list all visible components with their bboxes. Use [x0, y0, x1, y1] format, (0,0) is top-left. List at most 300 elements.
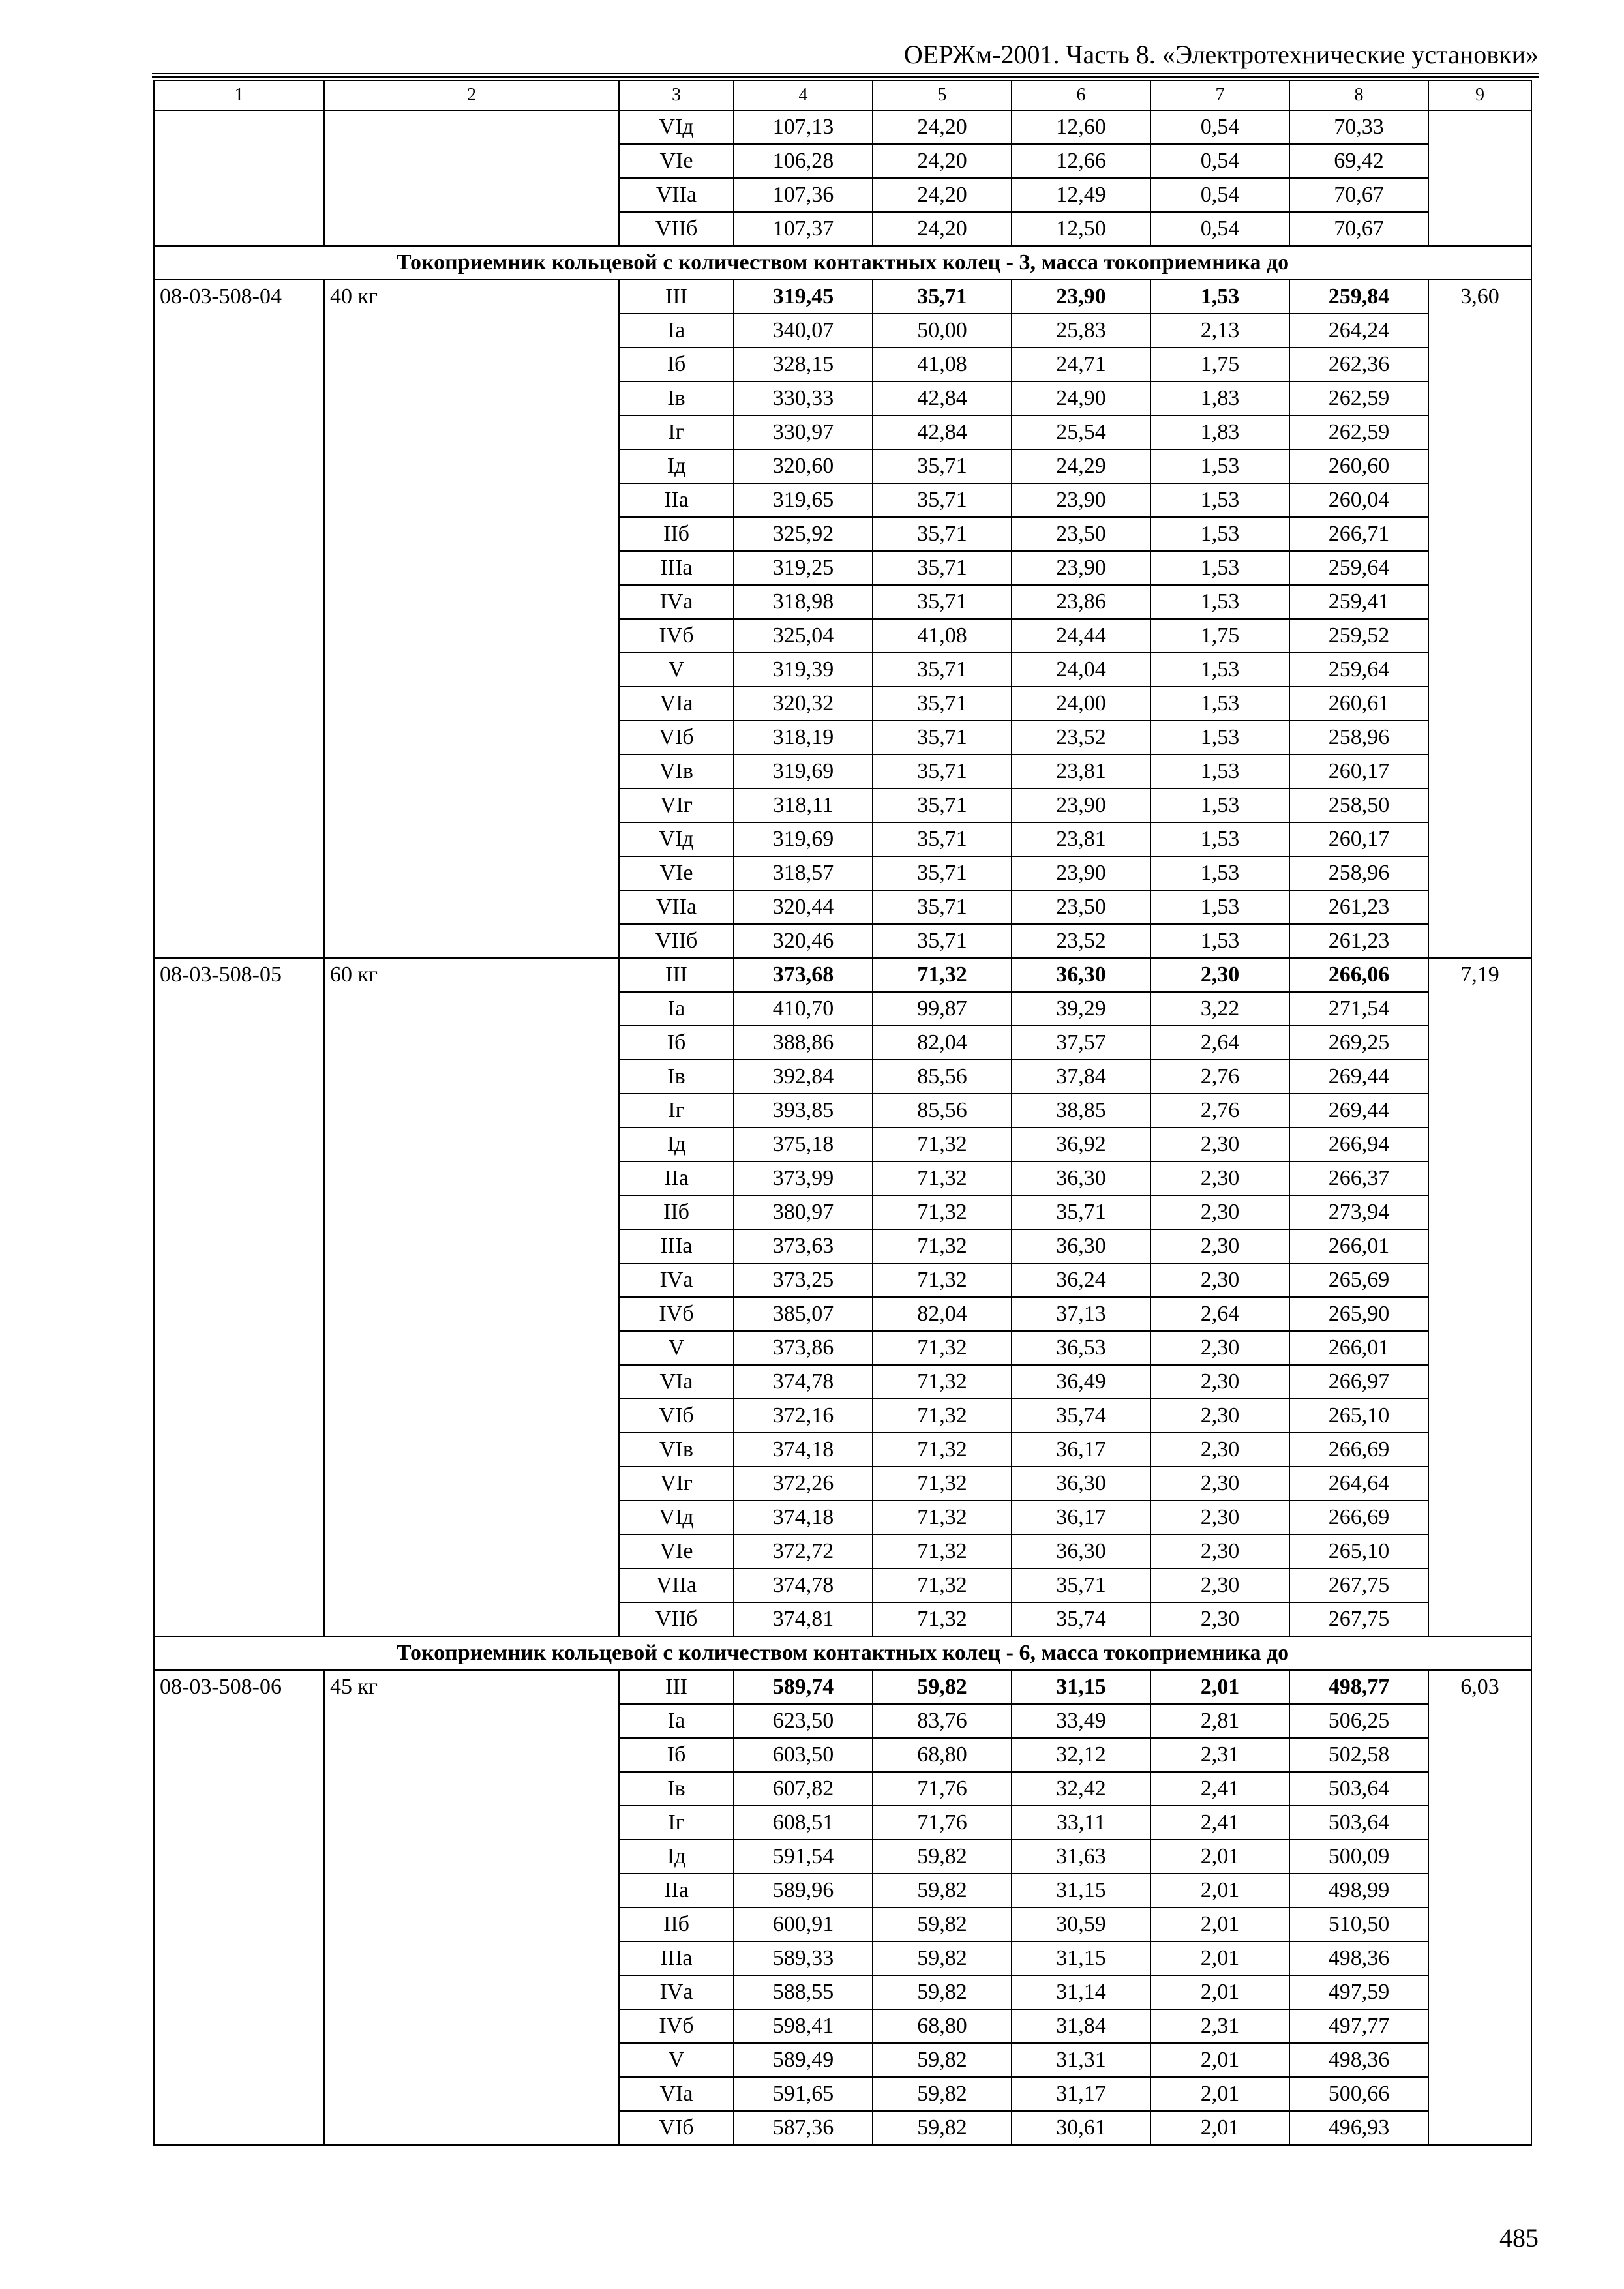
- materials-cost-cell: 261,23: [1289, 890, 1428, 924]
- column-number: 7: [1150, 80, 1289, 110]
- machinist-wages-cell: 2,01: [1150, 1840, 1289, 1874]
- materials-cost-cell: 269,25: [1289, 1026, 1428, 1060]
- machinist-wages-cell: 1,53: [1150, 890, 1289, 924]
- wages-cell: 82,04: [873, 1297, 1012, 1331]
- wages-cell: 71,32: [873, 1568, 1012, 1602]
- index-cell: IIа: [619, 1874, 734, 1908]
- wages-cell: 71,32: [873, 1365, 1012, 1399]
- column-number: 8: [1289, 80, 1428, 110]
- index-cell: VIа: [619, 1365, 734, 1399]
- index-cell: VIIа: [619, 890, 734, 924]
- index-cell: Iг: [619, 1094, 734, 1128]
- index-cell: Iб: [619, 1026, 734, 1060]
- column-number: 6: [1012, 80, 1150, 110]
- wages-cell: 41,08: [873, 619, 1012, 653]
- wages-cell: 59,82: [873, 2043, 1012, 2077]
- index-cell: VIд: [619, 110, 734, 144]
- materials-cost-cell: 506,25: [1289, 1704, 1428, 1738]
- machine-cost-cell: 25,83: [1012, 314, 1150, 348]
- index-cell: VIв: [619, 755, 734, 788]
- index-cell: IIIа: [619, 551, 734, 585]
- section-row: [154, 246, 1531, 280]
- machine-cost-cell: 23,90: [1012, 551, 1150, 585]
- total-cost-cell: 372,26: [734, 1467, 873, 1501]
- wages-cell: 71,32: [873, 1331, 1012, 1365]
- machine-cost-cell: 24,29: [1012, 449, 1150, 483]
- materials-cost-cell: 265,10: [1289, 1534, 1428, 1568]
- total-cost-cell: 330,97: [734, 415, 873, 449]
- machinist-wages-cell: 2,30: [1150, 1331, 1289, 1365]
- machine-cost-cell: 32,42: [1012, 1772, 1150, 1806]
- machinist-wages-cell: 1,53: [1150, 755, 1289, 788]
- materials-cost-cell: 259,84: [1289, 280, 1428, 314]
- machine-cost-cell: 24,04: [1012, 653, 1150, 687]
- index-cell: VIб: [619, 1399, 734, 1433]
- index-cell: VIа: [619, 687, 734, 721]
- materials-cost-cell: 503,64: [1289, 1772, 1428, 1806]
- machinist-wages-cell: 2,30: [1150, 1399, 1289, 1433]
- machine-cost-cell: 36,49: [1012, 1365, 1150, 1399]
- materials-cost-cell: 259,52: [1289, 619, 1428, 653]
- wages-cell: 24,20: [873, 144, 1012, 178]
- machinist-wages-cell: 2,01: [1150, 1670, 1289, 1704]
- wages-cell: 50,00: [873, 314, 1012, 348]
- index-cell: IIб: [619, 1195, 734, 1229]
- wages-cell: 35,71: [873, 755, 1012, 788]
- column-number: 9: [1428, 80, 1531, 110]
- wages-cell: 59,82: [873, 1908, 1012, 1941]
- machinist-wages-cell: 2,13: [1150, 314, 1289, 348]
- machinist-wages-cell: 2,30: [1150, 1602, 1289, 1636]
- index-cell: IVа: [619, 585, 734, 619]
- index-cell: III: [619, 958, 734, 992]
- machinist-wages-cell: 3,22: [1150, 992, 1289, 1026]
- page-number: 485: [1499, 2223, 1539, 2252]
- table-row: [154, 958, 1531, 992]
- machinist-wages-cell: 1,83: [1150, 415, 1289, 449]
- machinist-wages-cell: 2,30: [1150, 1433, 1289, 1467]
- materials-cost-cell: 69,42: [1289, 144, 1428, 178]
- machinist-wages-cell: 2,30: [1150, 1467, 1289, 1501]
- index-cell: VIв: [619, 1433, 734, 1467]
- machinist-wages-cell: 1,53: [1150, 856, 1289, 890]
- machinist-wages-cell: 1,53: [1150, 551, 1289, 585]
- wages-cell: 71,32: [873, 1501, 1012, 1534]
- materials-cost-cell: 497,59: [1289, 1975, 1428, 2009]
- materials-cost-cell: 266,01: [1289, 1229, 1428, 1263]
- total-cost-cell: 320,32: [734, 687, 873, 721]
- wages-cell: 71,32: [873, 1263, 1012, 1297]
- machinist-wages-cell: 2,01: [1150, 1908, 1289, 1941]
- total-cost-cell: 589,96: [734, 1874, 873, 1908]
- machinist-wages-cell: 1,53: [1150, 483, 1289, 517]
- wages-cell: 83,76: [873, 1704, 1012, 1738]
- header-rule: [152, 73, 1539, 78]
- column-number: 5: [873, 80, 1012, 110]
- wages-cell: 35,71: [873, 856, 1012, 890]
- index-cell: IVб: [619, 619, 734, 653]
- total-cost-cell: 392,84: [734, 1060, 873, 1094]
- wages-cell: 35,71: [873, 822, 1012, 856]
- index-cell: VIIб: [619, 1602, 734, 1636]
- item-name-cell: 60 кг: [324, 958, 619, 1636]
- index-cell: Iа: [619, 314, 734, 348]
- machinist-wages-cell: 1,53: [1150, 721, 1289, 755]
- machine-cost-cell: 23,50: [1012, 517, 1150, 551]
- materials-cost-cell: 70,67: [1289, 178, 1428, 212]
- index-cell: IVа: [619, 1263, 734, 1297]
- index-cell: VIIб: [619, 212, 734, 246]
- section-title: Токоприемник кольцевой с количеством контактных колец - 3, масса токоприемника до: [154, 246, 1531, 280]
- item-code-cell: 08-03-508-04: [154, 280, 324, 958]
- machine-cost-cell: 36,24: [1012, 1263, 1150, 1297]
- machine-cost-cell: 36,53: [1012, 1331, 1150, 1365]
- index-cell: III: [619, 280, 734, 314]
- index-cell: VIд: [619, 822, 734, 856]
- machinist-wages-cell: 1,75: [1150, 348, 1289, 382]
- materials-cost-cell: 500,66: [1289, 2077, 1428, 2111]
- machine-cost-cell: 31,63: [1012, 1840, 1150, 1874]
- total-cost-cell: 589,49: [734, 2043, 873, 2077]
- total-cost-cell: 374,18: [734, 1501, 873, 1534]
- materials-cost-cell: 70,67: [1289, 212, 1428, 246]
- table-row: [154, 110, 1531, 144]
- materials-cost-cell: 266,06: [1289, 958, 1428, 992]
- total-cost-cell: 587,36: [734, 2111, 873, 2145]
- total-cost-cell: 589,33: [734, 1941, 873, 1975]
- materials-cost-cell: 265,69: [1289, 1263, 1428, 1297]
- materials-cost-cell: 497,77: [1289, 2009, 1428, 2043]
- machinist-wages-cell: 2,01: [1150, 1975, 1289, 2009]
- machinist-wages-cell: 1,53: [1150, 687, 1289, 721]
- labor-cost-cell: 7,19: [1428, 958, 1531, 1636]
- total-cost-cell: 410,70: [734, 992, 873, 1026]
- wages-cell: 59,82: [873, 1670, 1012, 1704]
- total-cost-cell: 320,46: [734, 924, 873, 958]
- index-cell: Iд: [619, 1128, 734, 1161]
- materials-cost-cell: 260,17: [1289, 755, 1428, 788]
- total-cost-cell: 598,41: [734, 2009, 873, 2043]
- index-cell: IIIа: [619, 1941, 734, 1975]
- index-cell: Iв: [619, 1772, 734, 1806]
- table-row: [154, 1670, 1531, 1704]
- machine-cost-cell: 36,30: [1012, 1534, 1150, 1568]
- section-title: Токоприемник кольцевой с количеством контактных колец - 6, масса токоприемника до: [154, 1636, 1531, 1670]
- materials-cost-cell: 266,37: [1289, 1161, 1428, 1195]
- machinist-wages-cell: 0,54: [1150, 178, 1289, 212]
- index-cell: Iа: [619, 1704, 734, 1738]
- column-number: 1: [154, 80, 324, 110]
- machinist-wages-cell: 0,54: [1150, 110, 1289, 144]
- materials-cost-cell: 258,96: [1289, 721, 1428, 755]
- item-name-cell: 40 кг: [324, 280, 619, 958]
- index-cell: VIе: [619, 856, 734, 890]
- machine-cost-cell: 36,17: [1012, 1433, 1150, 1467]
- materials-cost-cell: 265,90: [1289, 1297, 1428, 1331]
- machine-cost-cell: 36,30: [1012, 1161, 1150, 1195]
- materials-cost-cell: 267,75: [1289, 1568, 1428, 1602]
- materials-cost-cell: 259,64: [1289, 551, 1428, 585]
- column-number: 4: [734, 80, 873, 110]
- column-number: 3: [619, 80, 734, 110]
- machine-cost-cell: 23,81: [1012, 755, 1150, 788]
- index-cell: IIIа: [619, 1229, 734, 1263]
- total-cost-cell: 374,81: [734, 1602, 873, 1636]
- index-cell: VIг: [619, 788, 734, 822]
- machinist-wages-cell: 2,76: [1150, 1060, 1289, 1094]
- machine-cost-cell: 37,57: [1012, 1026, 1150, 1060]
- machinist-wages-cell: 2,41: [1150, 1806, 1289, 1840]
- machinist-wages-cell: 2,31: [1150, 2009, 1289, 2043]
- wages-cell: 35,71: [873, 687, 1012, 721]
- total-cost-cell: 589,74: [734, 1670, 873, 1704]
- price-table: [153, 80, 1532, 2146]
- materials-cost-cell: 496,93: [1289, 2111, 1428, 2145]
- index-cell: Iв: [619, 1060, 734, 1094]
- materials-cost-cell: 269,44: [1289, 1060, 1428, 1094]
- materials-cost-cell: 260,04: [1289, 483, 1428, 517]
- item-code-cell: [154, 110, 324, 246]
- total-cost-cell: 388,86: [734, 1026, 873, 1060]
- machine-cost-cell: 23,86: [1012, 585, 1150, 619]
- wages-cell: 71,32: [873, 1467, 1012, 1501]
- machinist-wages-cell: 2,30: [1150, 1195, 1289, 1229]
- materials-cost-cell: 260,61: [1289, 687, 1428, 721]
- index-cell: IIб: [619, 1908, 734, 1941]
- materials-cost-cell: 259,64: [1289, 653, 1428, 687]
- index-cell: VIб: [619, 721, 734, 755]
- machine-cost-cell: 12,60: [1012, 110, 1150, 144]
- machine-cost-cell: 37,13: [1012, 1297, 1150, 1331]
- machinist-wages-cell: 1,53: [1150, 280, 1289, 314]
- labor-cost-cell: [1428, 110, 1531, 246]
- index-cell: IIа: [619, 483, 734, 517]
- materials-cost-cell: 266,94: [1289, 1128, 1428, 1161]
- machine-cost-cell: 36,92: [1012, 1128, 1150, 1161]
- machinist-wages-cell: 2,01: [1150, 1874, 1289, 1908]
- machine-cost-cell: 23,52: [1012, 721, 1150, 755]
- materials-cost-cell: 262,36: [1289, 348, 1428, 382]
- total-cost-cell: 328,15: [734, 348, 873, 382]
- machinist-wages-cell: 2,30: [1150, 1568, 1289, 1602]
- total-cost-cell: 591,54: [734, 1840, 873, 1874]
- wages-cell: 42,84: [873, 415, 1012, 449]
- total-cost-cell: 319,69: [734, 755, 873, 788]
- wages-cell: 71,32: [873, 1534, 1012, 1568]
- machinist-wages-cell: 2,64: [1150, 1297, 1289, 1331]
- wages-cell: 59,82: [873, 1840, 1012, 1874]
- total-cost-cell: 325,92: [734, 517, 873, 551]
- materials-cost-cell: 264,24: [1289, 314, 1428, 348]
- table-body: [154, 80, 1531, 2145]
- machine-cost-cell: 24,44: [1012, 619, 1150, 653]
- machinist-wages-cell: 2,30: [1150, 1365, 1289, 1399]
- column-number-row: [154, 80, 1531, 110]
- index-cell: VIа: [619, 2077, 734, 2111]
- machine-cost-cell: 38,85: [1012, 1094, 1150, 1128]
- machine-cost-cell: 31,15: [1012, 1941, 1150, 1975]
- total-cost-cell: 330,33: [734, 382, 873, 415]
- machine-cost-cell: 33,11: [1012, 1806, 1150, 1840]
- wages-cell: 71,32: [873, 1161, 1012, 1195]
- wages-cell: 35,71: [873, 653, 1012, 687]
- wages-cell: 24,20: [873, 110, 1012, 144]
- total-cost-cell: 603,50: [734, 1738, 873, 1772]
- total-cost-cell: 385,07: [734, 1297, 873, 1331]
- machine-cost-cell: 31,84: [1012, 2009, 1150, 2043]
- total-cost-cell: 607,82: [734, 1772, 873, 1806]
- materials-cost-cell: 258,50: [1289, 788, 1428, 822]
- total-cost-cell: 318,19: [734, 721, 873, 755]
- materials-cost-cell: 503,64: [1289, 1806, 1428, 1840]
- machine-cost-cell: 35,74: [1012, 1602, 1150, 1636]
- wages-cell: 24,20: [873, 178, 1012, 212]
- index-cell: Iд: [619, 1840, 734, 1874]
- wages-cell: 35,71: [873, 890, 1012, 924]
- total-cost-cell: 107,13: [734, 110, 873, 144]
- wages-cell: 59,82: [873, 1975, 1012, 2009]
- materials-cost-cell: 498,36: [1289, 2043, 1428, 2077]
- item-code-cell: 08-03-508-05: [154, 958, 324, 1636]
- total-cost-cell: 600,91: [734, 1908, 873, 1941]
- machinist-wages-cell: 2,01: [1150, 2077, 1289, 2111]
- materials-cost-cell: 264,64: [1289, 1467, 1428, 1501]
- total-cost-cell: 372,72: [734, 1534, 873, 1568]
- total-cost-cell: 318,11: [734, 788, 873, 822]
- machine-cost-cell: 12,66: [1012, 144, 1150, 178]
- total-cost-cell: 373,63: [734, 1229, 873, 1263]
- index-cell: III: [619, 1670, 734, 1704]
- machinist-wages-cell: 2,31: [1150, 1738, 1289, 1772]
- total-cost-cell: 319,25: [734, 551, 873, 585]
- machinist-wages-cell: 2,30: [1150, 1229, 1289, 1263]
- index-cell: Iа: [619, 992, 734, 1026]
- machine-cost-cell: 24,00: [1012, 687, 1150, 721]
- machine-cost-cell: 35,71: [1012, 1195, 1150, 1229]
- wages-cell: 71,32: [873, 958, 1012, 992]
- wages-cell: 59,82: [873, 2077, 1012, 2111]
- materials-cost-cell: 266,97: [1289, 1365, 1428, 1399]
- machine-cost-cell: 35,74: [1012, 1399, 1150, 1433]
- materials-cost-cell: 258,96: [1289, 856, 1428, 890]
- total-cost-cell: 319,69: [734, 822, 873, 856]
- machinist-wages-cell: 1,53: [1150, 449, 1289, 483]
- wages-cell: 35,71: [873, 788, 1012, 822]
- total-cost-cell: 318,98: [734, 585, 873, 619]
- machine-cost-cell: 23,90: [1012, 483, 1150, 517]
- machine-cost-cell: 30,61: [1012, 2111, 1150, 2145]
- total-cost-cell: 588,55: [734, 1975, 873, 2009]
- total-cost-cell: 380,97: [734, 1195, 873, 1229]
- wages-cell: 71,32: [873, 1229, 1012, 1263]
- index-cell: Iд: [619, 449, 734, 483]
- wages-cell: 35,71: [873, 551, 1012, 585]
- materials-cost-cell: 261,23: [1289, 924, 1428, 958]
- wages-cell: 82,04: [873, 1026, 1012, 1060]
- wages-cell: 24,20: [873, 212, 1012, 246]
- materials-cost-cell: 271,54: [1289, 992, 1428, 1026]
- machine-cost-cell: 30,59: [1012, 1908, 1150, 1941]
- materials-cost-cell: 266,69: [1289, 1433, 1428, 1467]
- index-cell: V: [619, 2043, 734, 2077]
- index-cell: Iг: [619, 1806, 734, 1840]
- machinist-wages-cell: 1,83: [1150, 382, 1289, 415]
- machine-cost-cell: 31,14: [1012, 1975, 1150, 2009]
- total-cost-cell: 374,78: [734, 1365, 873, 1399]
- wages-cell: 35,71: [873, 924, 1012, 958]
- wages-cell: 99,87: [873, 992, 1012, 1026]
- materials-cost-cell: 262,59: [1289, 415, 1428, 449]
- wages-cell: 35,71: [873, 483, 1012, 517]
- wages-cell: 35,71: [873, 721, 1012, 755]
- machine-cost-cell: 35,71: [1012, 1568, 1150, 1602]
- index-cell: VIIа: [619, 1568, 734, 1602]
- index-cell: IVб: [619, 2009, 734, 2043]
- machinist-wages-cell: 2,64: [1150, 1026, 1289, 1060]
- materials-cost-cell: 267,75: [1289, 1602, 1428, 1636]
- index-cell: Iв: [619, 382, 734, 415]
- machinist-wages-cell: 2,01: [1150, 2043, 1289, 2077]
- table-row: [154, 280, 1531, 314]
- wages-cell: 71,32: [873, 1128, 1012, 1161]
- index-cell: IIа: [619, 1161, 734, 1195]
- machine-cost-cell: 36,30: [1012, 958, 1150, 992]
- index-cell: V: [619, 653, 734, 687]
- wages-cell: 68,80: [873, 2009, 1012, 2043]
- total-cost-cell: 106,28: [734, 144, 873, 178]
- materials-cost-cell: 70,33: [1289, 110, 1428, 144]
- index-cell: VIе: [619, 1534, 734, 1568]
- index-cell: VIIа: [619, 178, 734, 212]
- machinist-wages-cell: 1,53: [1150, 653, 1289, 687]
- total-cost-cell: 320,44: [734, 890, 873, 924]
- total-cost-cell: 373,68: [734, 958, 873, 992]
- total-cost-cell: 320,60: [734, 449, 873, 483]
- machine-cost-cell: 31,15: [1012, 1874, 1150, 1908]
- materials-cost-cell: 266,71: [1289, 517, 1428, 551]
- machine-cost-cell: 23,90: [1012, 856, 1150, 890]
- total-cost-cell: 373,99: [734, 1161, 873, 1195]
- machinist-wages-cell: 1,53: [1150, 822, 1289, 856]
- index-cell: Iб: [619, 1738, 734, 1772]
- materials-cost-cell: 498,77: [1289, 1670, 1428, 1704]
- total-cost-cell: 107,36: [734, 178, 873, 212]
- wages-cell: 35,71: [873, 585, 1012, 619]
- wages-cell: 71,32: [873, 1399, 1012, 1433]
- item-name-cell: 45 кг: [324, 1670, 619, 2145]
- index-cell: VIIб: [619, 924, 734, 958]
- machine-cost-cell: 31,31: [1012, 2043, 1150, 2077]
- machine-cost-cell: 23,90: [1012, 788, 1150, 822]
- machinist-wages-cell: 2,30: [1150, 1263, 1289, 1297]
- machine-cost-cell: 36,17: [1012, 1501, 1150, 1534]
- index-cell: Iб: [619, 348, 734, 382]
- total-cost-cell: 374,18: [734, 1433, 873, 1467]
- section-row: [154, 1636, 1531, 1670]
- machinist-wages-cell: 0,54: [1150, 212, 1289, 246]
- index-cell: VIд: [619, 1501, 734, 1534]
- total-cost-cell: 340,07: [734, 314, 873, 348]
- wages-cell: 71,76: [873, 1772, 1012, 1806]
- total-cost-cell: 393,85: [734, 1094, 873, 1128]
- materials-cost-cell: 273,94: [1289, 1195, 1428, 1229]
- machinist-wages-cell: 2,81: [1150, 1704, 1289, 1738]
- item-code-cell: 08-03-508-06: [154, 1670, 324, 2145]
- wages-cell: 71,76: [873, 1806, 1012, 1840]
- index-cell: V: [619, 1331, 734, 1365]
- wages-cell: 35,71: [873, 280, 1012, 314]
- running-header: ОЕРЖм-2001. Часть 8. «Электротехнические установки»: [903, 40, 1539, 69]
